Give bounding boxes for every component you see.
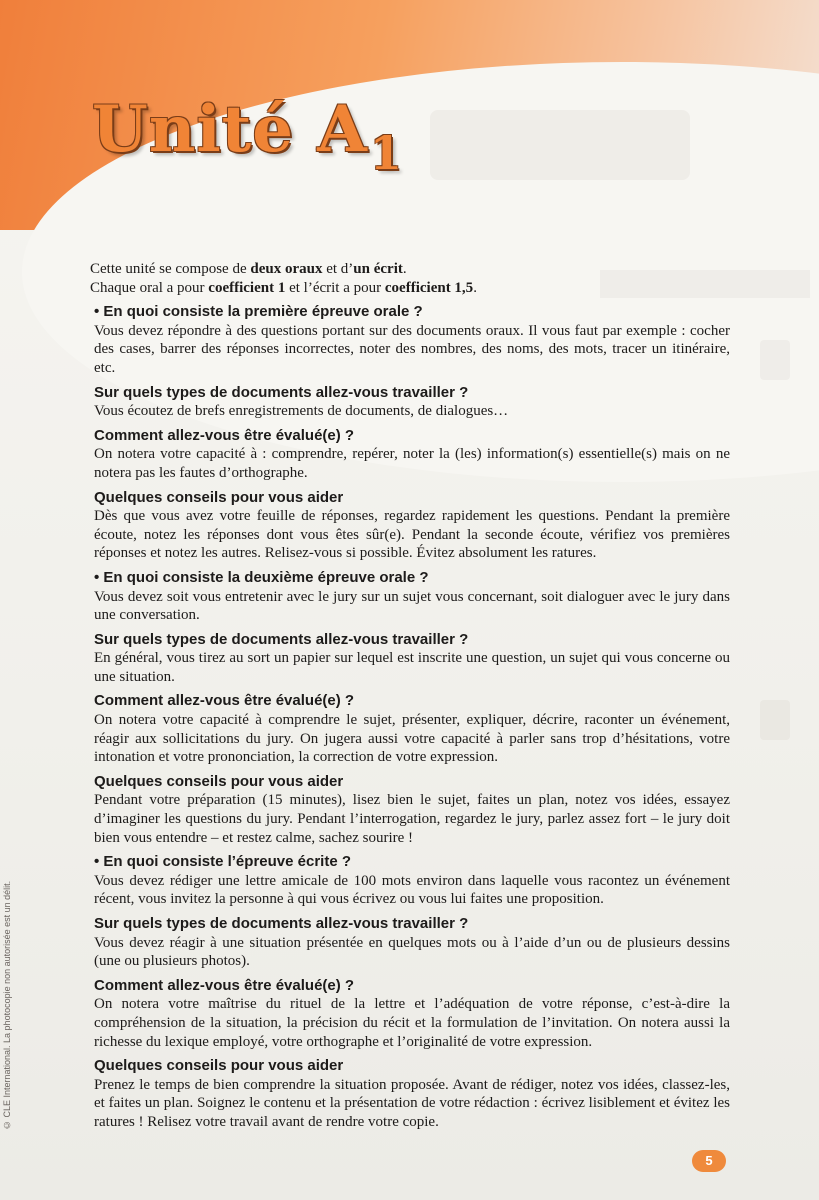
section-body: Prenez le temps de bien comprendre la situation proposée. Avant de rédiger, notez vos idées, classez-les, et faites un plan. Soignez le contenu et la présentation de votre rédaction : écrivez lisiblement et évitez les ratures ! Relisez votre travail avant de rendre votre copie. [94,1076,730,1130]
section-heading: Sur quels types de documents allez-vous travailler ? [94,630,469,648]
section-heading: • En quoi consiste la deuxième épreuve orale ? [94,568,429,586]
section-body: On notera votre capacité à comprendre le sujet, présenter, expliquer, décrire, raconter un événement, réagir aux sollicitations du jury. On jugera aussi votre capacité à parler sans trop d’hésitations, votre intonation et votre prononciation, la correction de votre expression. [94,712,730,766]
intro-text: . [402,261,407,277]
section-heading: Comment allez-vous être évalué(e) ? [94,426,355,444]
intro-text: Cette unité se compose de [90,261,251,277]
section-body: Vous devez répondre à des questions portant sur des documents oraux. Il vous faut par exemple : cocher des cases, barrer des réponses incorrectes, noter des nombres, des noms, des mots, tracer un itinéraire, etc. [94,322,730,376]
section-heading: Comment allez-vous être évalué(e) ? [94,976,355,994]
show-through-block-1 [430,110,690,180]
intro-bold-un-ecrit: un écrit [353,261,403,277]
section-heading: Quelques conseils pour vous aider [94,488,344,506]
show-through-block-3 [760,340,790,380]
section-body: Dès que vous avez votre feuille de réponses, regardez rapidement les questions. Pendant la première écoute, notez les réponses dont vous êtes sûr(e). Pendant la seconde écoute, vérifiez vos premières réponses et notez les autres. Relisez-vous si possible. Évitez absolument les ratures. [94,508,730,562]
section-heading: Sur quels types de documents allez-vous travailler ? [94,383,469,401]
section-body: Vous devez réagir à une situation présentée en quelques mots ou à l’aide d’un ou de plusieurs dessins (une ou plusieurs photos). [94,934,730,970]
section-heading: Sur quels types de documents allez-vous travailler ? [94,915,469,932]
intro-text: . [473,279,477,296]
unit-title-subscript: 1 [369,126,403,180]
section-heading: • En quoi consiste la première épreuve orale ? [94,303,423,321]
show-through-block-4 [760,700,790,740]
section-body: Pendant votre préparation (15 minutes), lisez bien le sujet, faites un plan, notez vos idées, essayez d’imaginer les questions du jury. Pendant l’interrogation, regardez le jury, parlez assez fort – le jury doit bien vous entendre – et restez calme, sachez sourire ! [94,792,730,846]
intro-bold-coefficient-1: coefficient 1 [208,279,286,296]
copyright-credit: © CLE International. La photocopie non autorisée est un délit. [2,880,12,1130]
section-body: On notera votre capacité à : comprendre, repérer, noter la (les) information(s) essentielle(s) mais on ne notera pas les fautes d’orthographe. [94,446,730,481]
section-body: On notera votre maîtrise du rituel de la lettre et l’adéquation de votre réponse, c’est-à-dire la compréhension de la situation, la précision du récit et la formulation de l’invitation. On notera aussi la richesse du lexique employé, votre orthographe et l’originalité de votre expression. [94,996,730,1050]
unit-title [92,92,403,180]
section-heading: Comment allez-vous être évalué(e) ? [94,692,355,710]
intro-text: Chaque oral a pour [90,279,209,296]
main-content [90,260,730,1132]
intro-paragraph [90,260,730,297]
section-body: Vous devez soit vous entretenir avec le jury sur un sujet vous concernant, soit dialoguer avec le jury dans une conversation. [94,588,730,624]
section-body: Vous écoutez de brefs enregistrements de documents, de dialogues… [94,403,509,420]
intro-text: et d’ [322,261,354,277]
section-heading: • En quoi consiste l’épreuve écrite ? [94,853,351,871]
section-heading: Quelques conseils pour vous aider [94,772,344,790]
intro-bold-coefficient-1-5: coefficient 1,5 [384,279,474,296]
unit-title-main: Unité A [92,92,368,167]
intro-bold-deux-oraux: deux oraux [250,261,323,277]
page-number-badge: 5 [692,1150,726,1172]
section-body: En général, vous tirez au sort un papier sur lequel est inscrite une question, un sujet qui vous concerne ou une situation. [94,650,730,685]
section-body: Vous devez rédiger une lettre amicale de 100 mots environ dans laquelle vous racontez un événement récent, vous invitez la personne à qui vous écrivez ou vous lui faites une proposition. [94,872,730,908]
intro-text: et l’écrit a pour [285,279,385,296]
section-heading: Quelques conseils pour vous aider [94,1057,344,1075]
